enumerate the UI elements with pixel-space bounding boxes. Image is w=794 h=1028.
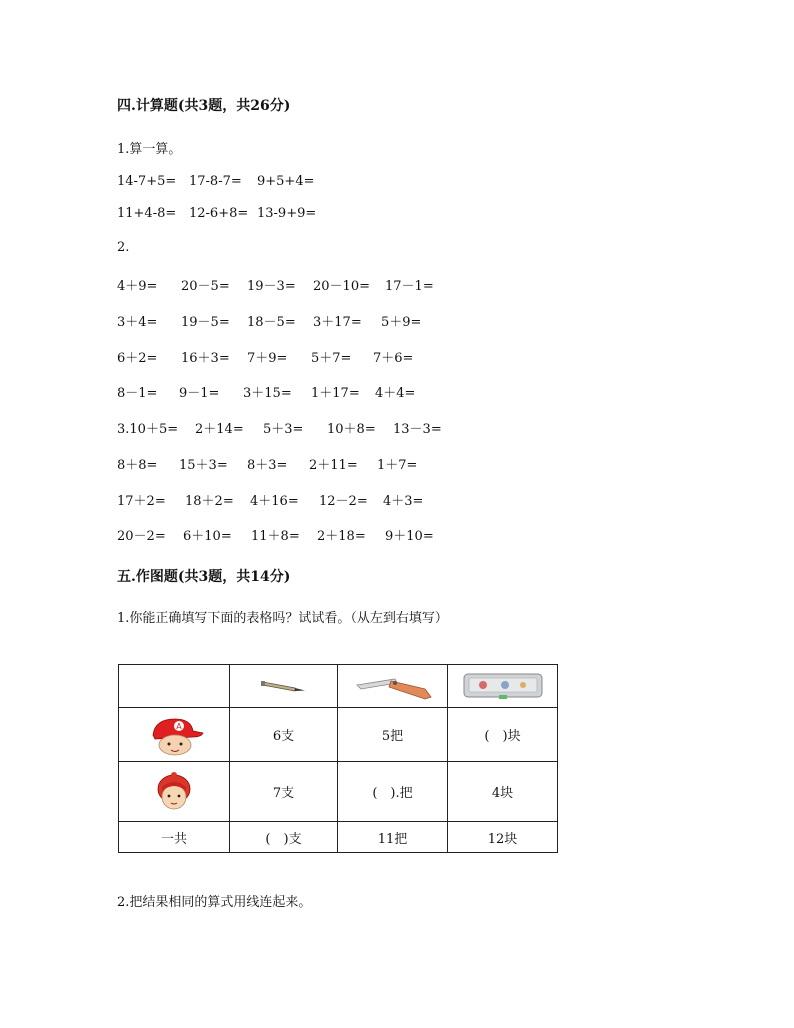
equation: 17＋2=: [117, 494, 166, 509]
folding-knife-icon: [338, 665, 448, 708]
table-corner-cell: [119, 665, 230, 708]
total-label: 一共: [119, 822, 230, 853]
table-row: [119, 708, 558, 762]
q1-label: 1.算一算。: [117, 142, 182, 157]
equation: 12-6+8=: [189, 206, 249, 221]
equation: 3＋15=: [243, 386, 292, 401]
table-header-row: [119, 665, 558, 708]
q2-label: 2.: [117, 240, 130, 255]
equation: 7＋9=: [247, 351, 288, 366]
equation: 17-8-7=: [189, 174, 242, 189]
q3-row-3: [117, 490, 457, 510]
q1-row-1: [117, 174, 417, 194]
equation: 7＋6=: [373, 351, 414, 366]
table-cell: 4块: [448, 762, 558, 822]
table-cell: 12块: [448, 822, 558, 853]
q2-row-3: [117, 347, 457, 367]
table-cell: ( ).把: [338, 762, 448, 822]
section4-title: 四.计算题(共3题，共26分): [117, 98, 291, 114]
equation: 8＋3=: [247, 458, 288, 473]
q2-row-2: [117, 311, 457, 331]
equation: 5＋9=: [381, 315, 422, 330]
q3-row-2: [117, 454, 457, 474]
equation: 3.10＋5=: [117, 422, 179, 437]
svg-text:A: A: [176, 721, 182, 731]
equation: 20－10=: [313, 279, 370, 294]
equation: 11+4-8=: [117, 206, 177, 221]
q3-row-1: [117, 418, 457, 438]
table-cell: 5把: [338, 708, 448, 762]
equation: 6＋10=: [183, 529, 232, 544]
equation: 13-9+9=: [257, 206, 317, 221]
equation: 14-7+5=: [117, 174, 177, 189]
equation: 12－2=: [319, 494, 368, 509]
s5-q2-label: 2.把结果相同的算式用线连起来。: [117, 895, 312, 910]
equation: 10＋8=: [327, 422, 376, 437]
equation: 1＋17=: [311, 386, 360, 401]
girl-icon: [119, 762, 230, 822]
boy-with-cap-icon: [119, 708, 230, 762]
equation: 4＋16=: [250, 494, 299, 509]
pencil-icon: [230, 665, 338, 708]
equation: 6＋2=: [117, 351, 158, 366]
q2-row-4: [117, 382, 457, 402]
equation: 20－2=: [117, 529, 166, 544]
equation: 9－1=: [179, 386, 220, 401]
equation: 3＋4=: [117, 315, 158, 330]
equation: 8－1=: [117, 386, 158, 401]
equation: 16＋3=: [181, 351, 230, 366]
equation: 17－1=: [385, 279, 434, 294]
s5-q1-label: 1.你能正确填写下面的表格吗？试试看。（从左到右填写）: [117, 611, 448, 626]
section5-title: 五.作图题(共3题，共14分): [117, 569, 291, 585]
equation: 18＋2=: [185, 494, 234, 509]
table-cell: ( )块: [448, 708, 558, 762]
equation: 2＋11=: [309, 458, 358, 473]
equation: 20－5=: [181, 279, 230, 294]
equation: 11＋8=: [251, 529, 300, 544]
equation: 4＋9=: [117, 279, 158, 294]
equation: 2＋18=: [317, 529, 366, 544]
table-cell: 7支: [230, 762, 338, 822]
q3-row-4: [117, 525, 457, 545]
equation: 18－5=: [247, 315, 296, 330]
equation: 4＋4=: [375, 386, 416, 401]
equation: 19－5=: [181, 315, 230, 330]
equation: 9+5+4=: [257, 174, 315, 189]
equation: 5＋3=: [263, 422, 304, 437]
q2-row-1: [117, 275, 457, 295]
q1-row-2: [117, 206, 417, 226]
equation: 15＋3=: [179, 458, 228, 473]
equation: 4＋3=: [383, 494, 424, 509]
table-cell: 11把: [338, 822, 448, 853]
equation: 8＋8=: [117, 458, 158, 473]
equation: 13－3=: [393, 422, 442, 437]
equation: 2＋14=: [195, 422, 244, 437]
table-row: [119, 762, 558, 822]
equation: 9＋10=: [385, 529, 434, 544]
table-cell: 6支: [230, 708, 338, 762]
equation: 3＋17=: [313, 315, 362, 330]
fill-in-table: [118, 664, 558, 853]
equation: 19－3=: [247, 279, 296, 294]
table-total-row: [119, 822, 558, 853]
table-cell: ( )支: [230, 822, 338, 853]
pencil-case-icon: [448, 665, 558, 708]
equation: 1＋7=: [377, 458, 418, 473]
equation: 5＋7=: [311, 351, 352, 366]
